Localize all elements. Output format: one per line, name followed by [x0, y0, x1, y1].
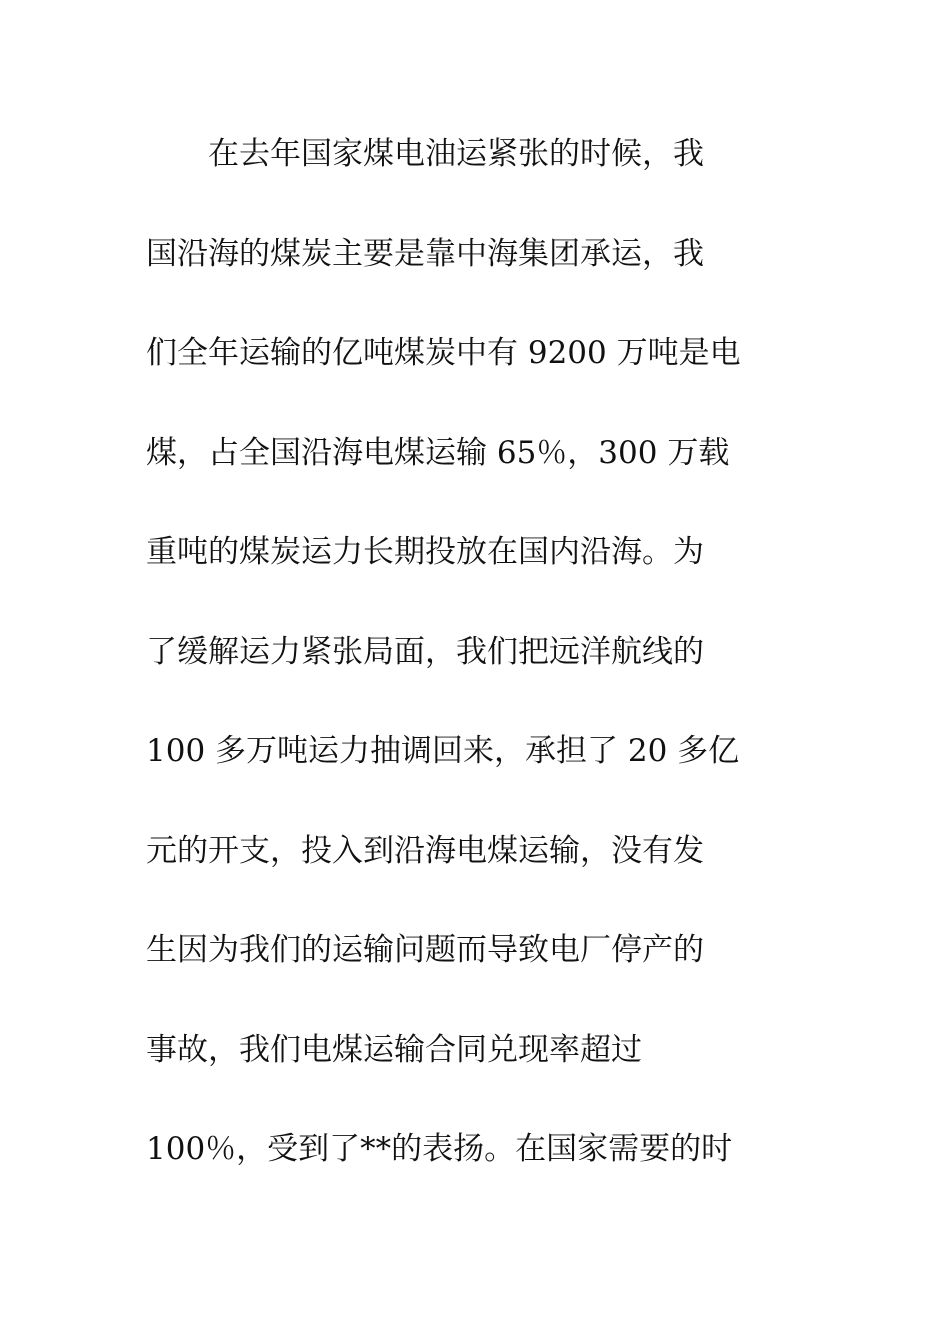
text-line: 们全年运输的亿吨煤炭中有 9200 万吨是电	[146, 335, 741, 371]
text-line: 100 多万吨运力抽调回来，承担了 20 多亿	[146, 733, 740, 769]
text-line: 生因为我们的运输问题而导致电厂停产的	[146, 932, 704, 968]
text-line: 在去年国家煤电油运紧张的时候，我	[146, 136, 704, 172]
text-line: 事故，我们电煤运输合同兑现率超过	[146, 1031, 642, 1068]
text-line: 国沿海的煤炭主要是靠中海集团承运，我	[146, 235, 704, 272]
text-line: 元的开支，投入到沿海电煤运输，没有发	[146, 832, 704, 869]
body-paragraph	[146, 123, 806, 1218]
text-line: 100％，受到了**的表扬。在国家需要的时	[146, 1131, 733, 1167]
text-line: 煤，占全国沿海电煤运输 65％，300 万载	[146, 434, 730, 471]
text-line: 了缓解运力紧张局面，我们把远洋航线的	[146, 633, 704, 670]
text-line: 重吨的煤炭运力长期投放在国内沿海。为	[146, 534, 704, 570]
